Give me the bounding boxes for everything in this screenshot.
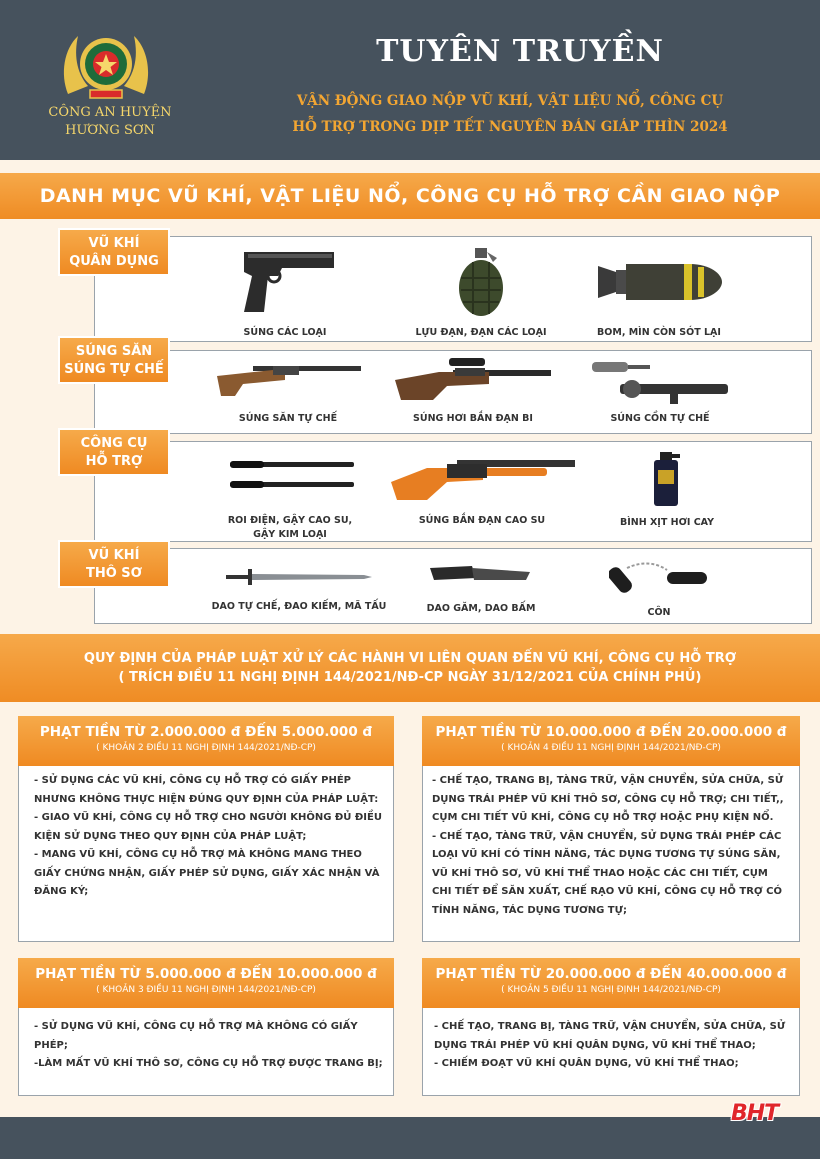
item-caption [210,514,370,542]
category-label-line2: QUÂN DỤNG [69,254,159,269]
sword-icon [224,566,374,588]
regulation-heading [0,634,820,702]
item-homemade-gun [580,358,740,426]
item-caption: SÚNG BẮN ĐẠN CAO SU [418,515,546,526]
penalty-line: CỤM CHI TIẾT VŨ KHÍ, CÔNG CỤ HỖ TRỢ HOẶC PHỤ KIỆN NỔ. [432,812,774,823]
item-pistol [210,246,360,340]
category-label-line1: SÚNG SĂN [75,344,153,359]
pepper-spray-icon [642,450,692,508]
item-caption-line2: GẬY KIM LOẠI [253,529,327,540]
item-caption: SÚNG CỒN TỰ CHẾ [610,413,710,424]
pistol-icon [230,246,340,318]
penalty-line: - GIAO VŨ KHÍ, CÔNG CỤ HỖ TRỢ CHO NGƯỜI KHÔNG ĐỦ ĐIỀU [34,812,382,823]
rubber-bullet-gun-icon [387,454,577,504]
org-name [28,104,192,140]
item-hunting-rifle [208,354,368,426]
item-caption: SÚNG SĂN TỰ CHẾ [238,413,338,424]
penalty-line: ĐĂNG KÝ; [34,886,89,897]
penalty-line: NHƯNG KHÔNG THỰC HIỆN ĐÚNG QUY ĐỊNH CỦA PHÁP LUẬT: [34,793,379,805]
category-label-line2: HỖ TRỢ [85,454,143,469]
penalty-line: - CHẾ TẠO, TÀNG TRỮ, VẬN CHUYỂN, SỬ DỤNG TRÁI PHÉP CÁC [432,830,782,842]
penalty-title: PHẠT TIỀN TỪ 10.000.000 đ ĐẾN 20.000.000 đ [435,724,787,740]
penalty-title: PHẠT TIỀN TỪ 20.000.000 đ ĐẾN 40.000.000 đ [435,966,787,982]
org-name-line2: HƯƠNG SƠN [65,123,155,138]
category-label-line1: CÔNG CỤ [80,436,148,451]
category-label-military [58,228,170,276]
penalty-line: DỤNG TRÁI PHÉP VŨ KHÍ THÔ SƠ, CÔNG CỤ HỖ TRỢ; CHI TIẾT,, [432,793,784,805]
penalty-line: GIẤY CHỨNG NHẬN, GIẤY PHÉP SỬ DỤNG, GIẤY XÁC NHẬN VÀ [34,867,380,879]
penalty-header [18,716,394,766]
item-air-rifle [388,354,558,426]
penalty-line: -LÀM MẤT VŨ KHÍ THÔ SƠ, CÔNG CỤ HỖ TRỢ ĐƯỢC TRANG BỊ; [34,1058,383,1069]
item-caption-line1: ROI ĐIỆN, GẬY CAO SU, [227,515,353,526]
penalty-line: LOẠI VŨ KHÍ CÓ TÍNH NĂNG, TÁC DỤNG TƯƠNG TỰ SÚNG SĂN, [432,849,781,860]
penalty-clause: ( KHOẢN 3 ĐIỀU 11 NGHỊ ĐỊNH 144/2021/NĐ-CP) [96,985,316,995]
item-pepper-spray [592,450,742,530]
item-caption: BOM, MÌN CÒN SÓT LẠI [597,327,721,338]
subtitle-line2: HỖ TRỢ TRONG DỊP TẾT NGUYÊN ĐÁN GIÁP THÌN 2024 [292,119,728,135]
penalty-clause: ( KHOẢN 2 ĐIỀU 11 NGHỊ ĐỊNH 144/2021/NĐ-CP) [96,743,316,753]
bht-logo: BHT [731,1101,779,1126]
nunchaku-icon [609,556,709,596]
penalty-header [422,716,800,766]
item-caption: SÚNG HƠI BẮN ĐẠN BI [413,413,533,424]
item-sword [210,566,388,614]
catalog-heading: DANH MỤC VŨ KHÍ, VẬT LIỆU NỔ, CÔNG CỤ HỖ TRỢ CẦN GIAO NỘP [0,173,820,219]
penalty-line: KIỆN SỬ DỤNG THEO QUY ĐỊNH CỦA PHÁP LUẬT; [34,830,307,842]
page-subtitle [230,88,790,140]
category-label-hunting [58,336,170,384]
item-caption: LỰU ĐẠN, ĐẠN CÁC LOẠI [415,327,547,338]
penalty-line: PHÉP; [34,1039,68,1051]
category-label-support-tools [58,428,170,476]
penalty-title: PHẠT TIỀN TỪ 2.000.000 đ ĐẾN 5.000.000 đ [39,724,373,740]
knife-icon [426,560,536,590]
penalty-header [422,958,800,1008]
item-rubber-bullet-gun [384,454,580,528]
penalty-header [18,958,394,1008]
page-title: TUYÊN TRUYỀN [376,34,664,69]
item-nunchaku [584,556,734,620]
category-label-primitive [58,540,170,588]
penalty-clause: ( KHOẢN 4 ĐIỀU 11 NGHỊ ĐỊNH 144/2021/NĐ-CP) [501,743,721,753]
item-caption: CÔN [647,607,671,618]
category-label-line1: VŨ KHÍ [88,548,140,563]
penalty-clause: ( KHOẢN 5 ĐIỀU 11 NGHỊ ĐỊNH 144/2021/NĐ-CP) [501,985,721,995]
penalty-line: - CHIẾM ĐOẠT VŨ KHÍ QUÂN DỤNG, VŨ KHÍ THỂ THAO; [434,1058,739,1069]
penalty-body [434,1018,796,1074]
item-caption: DAO GĂM, DAO BẤM [426,603,536,614]
header-banner [0,0,820,160]
police-emblem-icon [58,24,154,108]
bomb-icon [594,252,724,312]
penalty-line: CHI TIẾT ĐỂ SĂN XUẤT, CHẾ RẠO VŨ KHÍ, CÔNG CỤ HỖ TRỢ CÓ [432,886,782,897]
category-label-line1: VŨ KHÍ [88,236,140,251]
penalty-line: - MANG VŨ KHÍ, CÔNG CỤ HỖ TRỢ MÀ KHÔNG MANG THEO [34,849,362,860]
category-label-line2: SÚNG TỰ CHẾ [64,362,164,377]
regulation-line1: QUY ĐỊNH CỦA PHÁP LUẬT XỬ LÝ CÁC HÀNH VI LIÊN QUAN ĐẾN VŨ KHÍ, CÔNG CỤ HỖ TRỢ [83,651,737,666]
baton-icon [220,456,360,496]
penalty-body [34,772,390,902]
subtitle-line1: VẬN ĐỘNG GIAO NỘP VŨ KHÍ, VẬT LIỆU NỔ, CÔNG CỤ [296,93,724,109]
category-label-line2: THÔ SƠ [85,566,143,581]
penalty-line: - SỬ DỤNG CÁC VŨ KHÍ, CÔNG CỤ HỖ TRỢ CÓ GIẤY PHÉP [34,775,352,786]
grenade-icon [451,246,511,318]
air-rifle-icon [393,354,553,402]
penalty-line: - SỬ DỤNG VŨ KHÍ, CÔNG CỤ HỖ TRỢ MÀ KHÔNG CÓ GIẤY [34,1021,358,1032]
item-bomb [584,252,734,340]
regulation-line2: ( TRÍCH ĐIỀU 11 NGHỊ ĐỊNH 144/2021/NĐ-CP NGÀY 31/12/2021 CỦA CHÍNH PHỦ) [118,670,702,685]
item-baton [210,456,370,542]
item-caption: BÌNH XỊT HƠI CAY [619,517,715,528]
homemade-gun-icon [590,358,730,406]
item-grenade [406,246,556,340]
hunting-rifle-icon [213,354,363,398]
item-caption: DAO TỰ CHẾ, ĐAO KIẾM, MÃ TẤU [211,601,387,612]
penalty-line: DỤNG TRÁI PHÉP VŨ KHÍ QUÂN DỤNG, VŨ KHÍ THỂ THAO; [434,1039,756,1051]
item-caption: SÚNG CÁC LOẠI [243,327,327,338]
penalty-body [34,1018,390,1074]
penalty-line: VŨ KHÍ THÔ SƠ, VŨ KHÍ THỂ THAO HOẶC CÁC CHI TIẾT, CỤM [432,867,768,879]
item-knife [406,560,556,616]
org-name-line1: CÔNG AN HUYỆN [48,105,172,120]
penalty-line: TÍNH NĂNG, TÁC DỤNG TƯƠNG TỰ; [432,904,627,916]
penalty-title: PHẠT TIỀN TỪ 5.000.000 đ ĐẾN 10.000.000 đ [35,966,377,982]
footer-bar [0,1117,820,1159]
penalty-body [432,772,796,920]
penalty-line: - CHẾ TẠO, TRANG BỊ, TÀNG TRỮ, VẬN CHUYỂN, SỬA CHỮA, SỬ [434,1021,786,1032]
penalty-line: - CHẾ TẠO, TRANG BỊ, TÀNG TRỮ, VẬN CHUYỂN, SỬA CHỮA, SỬ [432,775,784,786]
